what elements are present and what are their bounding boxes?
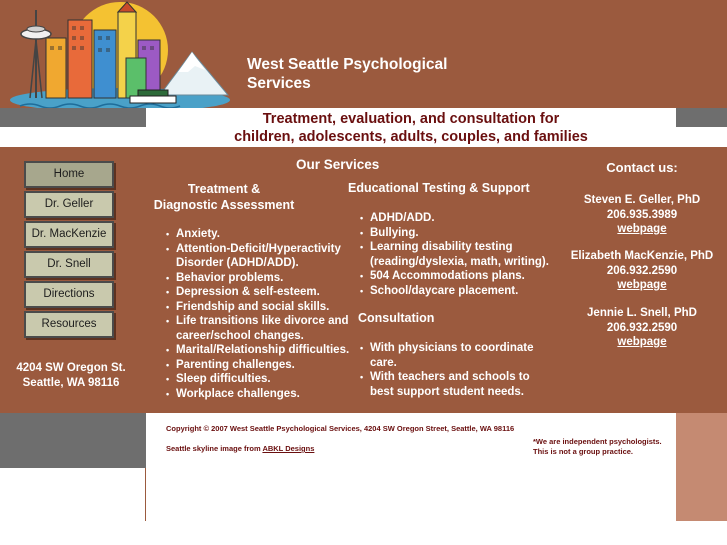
contact-name: Elizabeth MacKenzie, PhD xyxy=(570,250,714,262)
footer-spacer xyxy=(0,468,146,521)
site-title xyxy=(247,55,507,93)
contact-phone: 206.932.2590 xyxy=(606,264,678,277)
list-item: • Depression & self-esteem. xyxy=(166,285,358,300)
site-title-line1: West Seattle Psychological xyxy=(247,56,448,73)
treatment-heading xyxy=(146,181,302,213)
treatment-heading-line1: Treatment & xyxy=(187,182,261,196)
consultation-list xyxy=(360,341,546,399)
contact-heading: Contact us: xyxy=(606,160,678,175)
image-credit xyxy=(166,444,314,453)
treatment-heading-line2: Diagnostic Assessment xyxy=(153,198,295,212)
note-line2: This is not a group practice. xyxy=(533,447,634,456)
list-item: • Learning disability testing (reading/dyslexia, math, writing). xyxy=(360,240,556,269)
abkl-designs-link[interactable]: ABKL Designs xyxy=(262,444,315,453)
list-item: • Workplace challenges. xyxy=(166,387,358,402)
our-services-heading: Our Services xyxy=(296,157,380,172)
tagline-line1: Treatment, evaluation, and consultation for xyxy=(262,111,560,127)
independence-note xyxy=(533,437,662,457)
footer-brown-block-bottom xyxy=(676,468,727,521)
list-item: • Parenting challenges. xyxy=(166,358,358,373)
list-item: • With teachers and schools to best support student needs. xyxy=(360,370,546,399)
contact-webpage-link[interactable]: webpage xyxy=(617,336,667,348)
list-item: • Anxiety. xyxy=(166,227,358,242)
nav-directions-button[interactable]: Directions xyxy=(24,281,114,308)
contact-name: Jennie L. Snell, PhD xyxy=(587,307,697,319)
contact-webpage-link[interactable]: webpage xyxy=(617,223,667,235)
list-item: • Friendship and social skills. xyxy=(166,300,358,315)
nav-dr-geller-button[interactable]: Dr. Geller xyxy=(24,191,114,218)
tagline xyxy=(146,108,676,146)
nav-home-button[interactable]: Home xyxy=(24,161,114,188)
contact-geller xyxy=(558,193,726,237)
footer-bottom-strip xyxy=(0,521,727,545)
testing-heading: Educational Testing & Support xyxy=(348,181,530,195)
footer-grey-block-top xyxy=(0,413,146,468)
consultation-heading: Consultation xyxy=(358,311,435,325)
contact-phone: 206.932.2590 xyxy=(606,321,678,334)
testing-list xyxy=(360,211,556,298)
list-item: • Attention-Deficit/Hyperactivity Disorder (ADHD/ADD). xyxy=(166,242,358,271)
contact-webpage-link[interactable]: webpage xyxy=(617,279,667,291)
list-item: • Behavior problems. xyxy=(166,271,358,286)
contact-mackenzie xyxy=(558,249,726,293)
list-item: • Bullying. xyxy=(360,226,556,241)
list-item: • With physicians to coordinate care. xyxy=(360,341,546,370)
list-item: • ADHD/ADD. xyxy=(360,211,556,226)
address-street: 4204 SW Oregon St. xyxy=(16,362,126,374)
image-credit-prefix: Seattle skyline image from xyxy=(166,444,263,453)
note-line1: *We are independent psychologists. xyxy=(533,437,662,446)
site-title-line2: Services xyxy=(247,75,311,92)
list-item: • Marital/Relationship difficulties. xyxy=(166,343,358,358)
grey-bar-right xyxy=(676,108,727,127)
office-address xyxy=(0,361,142,391)
contact-phone: 206.935.3989 xyxy=(606,208,678,221)
list-item: • 504 Accommodations plans. xyxy=(360,269,556,284)
nav-resources-button[interactable]: Resources xyxy=(24,311,114,338)
footer-brown-block-top xyxy=(676,413,727,468)
list-item: • Sleep difficulties. xyxy=(166,372,358,387)
address-city: Seattle, WA 98116 xyxy=(22,377,120,389)
list-item: • School/daycare placement. xyxy=(360,284,556,299)
nav-dr-mackenzie-button[interactable]: Dr. MacKenzie xyxy=(24,221,114,248)
copyright-text: Copyright © 2007 West Seattle Psychological Services, 4204 SW Oregon Street, Seattle, WA 98116 xyxy=(166,424,515,433)
list-item: • Life transitions like divorce and career/school changes. xyxy=(166,314,358,343)
tagline-line2: children, adolescents, adults, couples, and families xyxy=(234,129,588,145)
treatment-list xyxy=(166,227,358,401)
main-content xyxy=(0,147,727,413)
contact-snell xyxy=(558,306,726,350)
grey-bar-left xyxy=(0,108,146,127)
nav-dr-snell-button[interactable]: Dr. Snell xyxy=(24,251,114,278)
contact-name: Steven E. Geller, PhD xyxy=(583,194,701,206)
